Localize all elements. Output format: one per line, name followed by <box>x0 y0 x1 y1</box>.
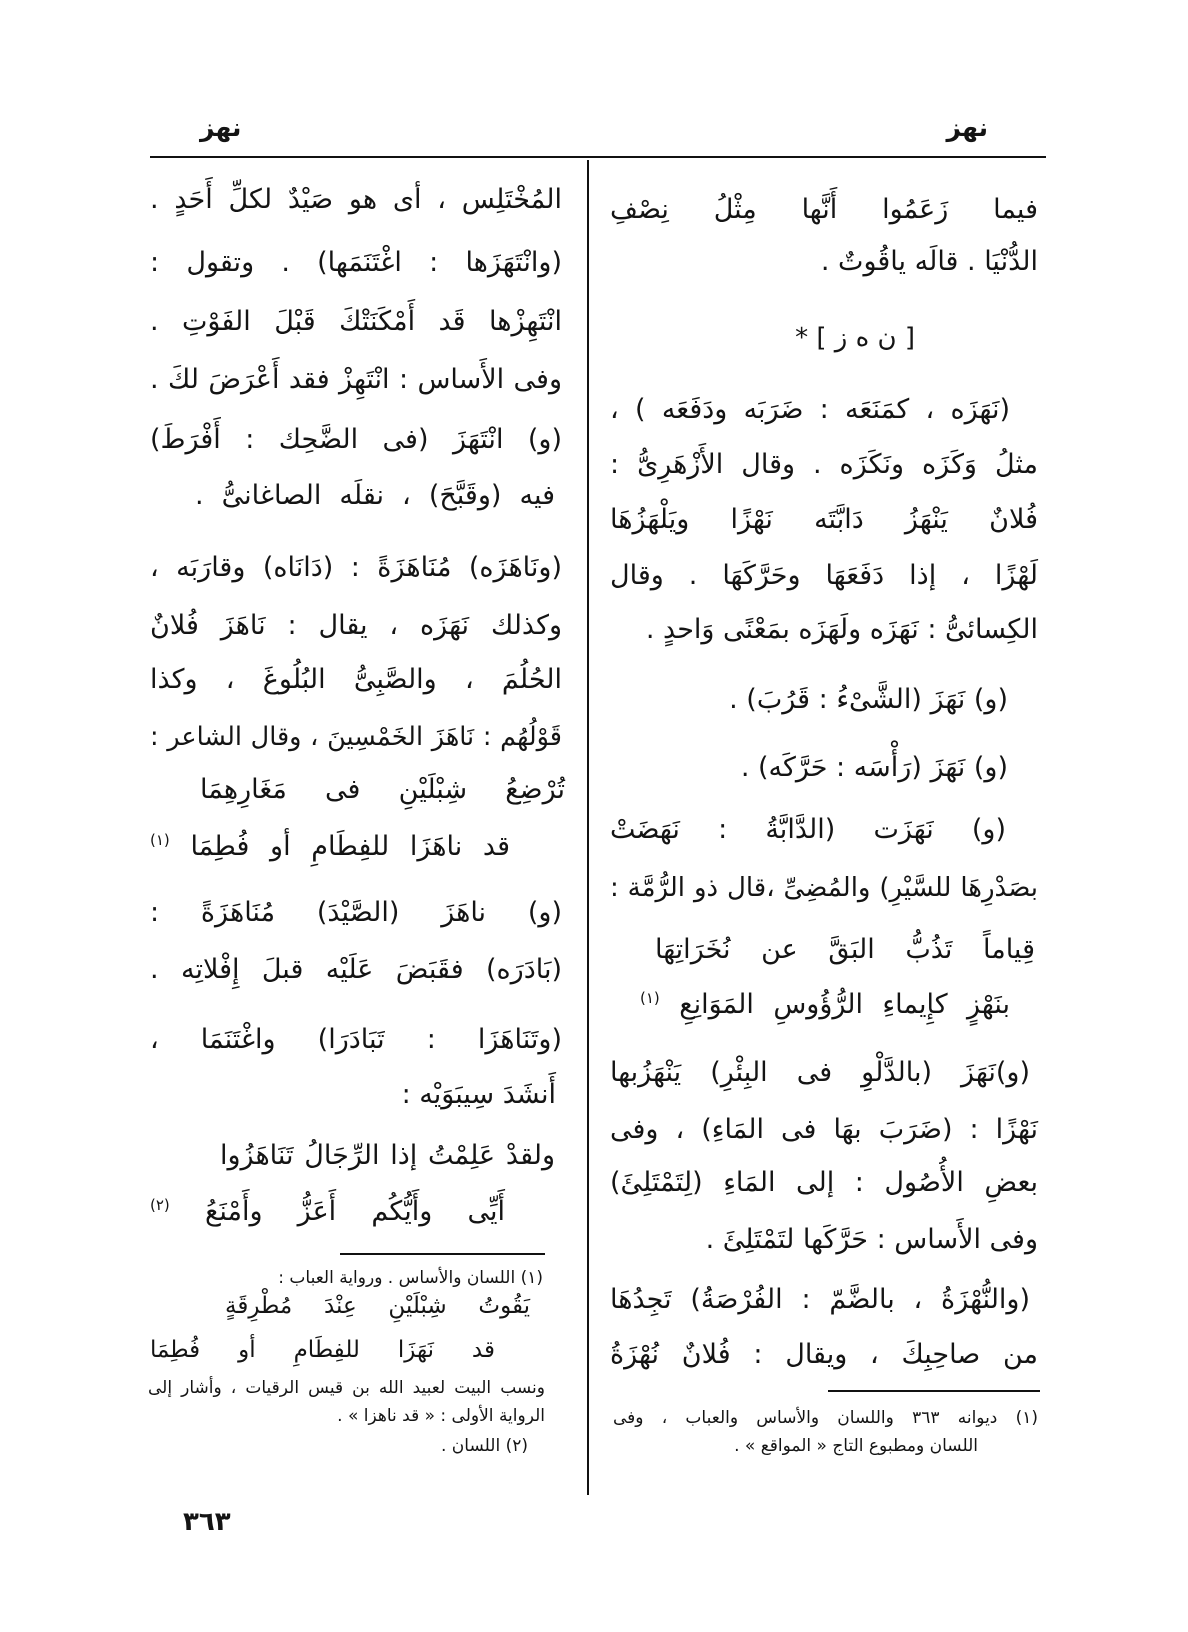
footnote-rule-right <box>828 1390 1040 1392</box>
verse-text: قد ناهَزَا للفِطَامِ أو فُطِمَا <box>190 831 510 862</box>
verse-hemistich <box>640 980 1010 1030</box>
entry-line: المُخْتَلِس ، أى هو صَيْدٌ لكلِّ أَحَدٍ . <box>150 184 562 215</box>
entry-line: فيما زَعَمُوا أَنَّها مِثْلُ نِصْفِ <box>610 194 1038 225</box>
entry-line: (و)نَهَزَ (بالدَّلْوِ فى البِئْرِ) يَنْهَزُبها <box>610 1057 1030 1088</box>
entry-line: (وانْتَهَزَها : اغْتَنَمَها) . وتقول : <box>150 247 562 278</box>
entry-line: الدُّنْيَا . قالَه ياقُوتٌ . <box>820 246 1038 277</box>
entry-line: قَوْلُهُم : نَاهَزَ الخَمْسِينَ ، وقال الشاعر : <box>150 722 562 752</box>
root-heading: [ ن ه ز ] * <box>795 323 915 353</box>
entry-line: وكذلك نَهَزَه ، يقال : نَاهَزَ فُلانٌ <box>150 610 562 641</box>
footnote-line: ونسب البيت لعبيد الله بن قيس الرقيات ، وأشار إلى <box>148 1378 545 1398</box>
entry-line: (و) نَهَزَت (الدَّابَّةُ : نَهَضَتْ <box>610 814 1006 845</box>
entry-line: فُلانٌ يَنْهَزُ دَابَّتَه نَهْزًا ويَلْهَزُهَا <box>610 504 1038 535</box>
column-divider <box>587 160 589 1495</box>
entry-line: (ونَاهَزَه) مُنَاهَزَةً : (دَانَاه) وقارَبَه ، <box>150 552 562 583</box>
verse-hemistich <box>150 1187 505 1237</box>
entry-line: (بَادَرَه) فقَبَضَ عَلَيْه قبلَ إِفْلاتِه . <box>150 954 562 985</box>
header-rule <box>150 156 1046 158</box>
footnote-line: (٢) اللسان . <box>441 1436 528 1456</box>
verse-hemistich: ولقدْ عَلِمْتُ إذا الرِّجَالُ تَنَاهَزُوا <box>220 1140 555 1171</box>
entry-line: (و) نَهَزَ (الشَّىْءُ : قَرُبَ) . <box>729 684 1008 715</box>
entry-line: (و) ناهَزَ (الصَّيْدَ) مُنَاهَزَةً : <box>150 897 562 928</box>
entry-line: أَنشَدَ سِيبَوَيْه : <box>401 1079 556 1110</box>
verse-hemistich: تُرْضِعُ شِبْلَيْنِ فى مَغَارِهِمَا <box>200 774 565 805</box>
entry-line: (نَهَزَه ، كمَنَعَه : ضَرَبَه ودَفَعَه ) ، <box>610 394 1010 425</box>
entry-line: فيه (وقَبَّحَ) ، نقلَه الصاغانىُّ . <box>195 480 555 511</box>
entry-line: (والنُّهْزَةُ ، بالضَّمّ : الفُرْصَةُ) تَجِدُهَا <box>610 1284 1030 1315</box>
footnote-verse: يَقُوتُ شِبْلَيْنِ عِنْدَ مُطْرِقَةٍ <box>225 1293 530 1319</box>
footnote-marker: (١) <box>640 989 660 1007</box>
footnote-line: اللسان ومطبوع التاج « المواقع » . <box>734 1436 978 1456</box>
verse-text: بنَهْزٍ كإِيماءِ الرُّؤُوسِ المَوَانِعِ <box>679 989 1010 1020</box>
verse-hemistich: قِياماً تَذُبُّ البَقَّ عن نُخَرَاتِهَا <box>655 934 1035 965</box>
entry-line: نَهْزًا : (ضَرَبَ بهَا فى المَاءِ) ، وفى <box>610 1114 1038 1145</box>
footnote-marker: (٢) <box>150 1196 170 1214</box>
entry-line: انْتَهِزْها قَد أَمْكَنَتْكَ قَبْلَ الفَوْتِ . <box>150 306 562 337</box>
entry-line: الكِسائىُّ : نَهَزَه ولَهَزَه بمَعْنًى وَاحدٍ . <box>645 614 1038 645</box>
entry-line: وفى الأَساس : حَرَّكَها لتَمْتَلِئَ . <box>705 1224 1038 1255</box>
verse-text: أَيِّى وأَيُّكُم أَعَزُّ وأَمْنَعُ <box>204 1196 505 1227</box>
footnote-verse: قد نَهَزَا للفِطَامِ أو فُطِمَا <box>150 1337 495 1363</box>
entry-line: (وتَنَاهَزَا : تَبَادَرَا) واغْتَنَمَا ، <box>150 1024 562 1055</box>
entry-line: من صاحِبِكَ ، ويقال : فُلانٌ نُهْزَةُ <box>610 1339 1038 1370</box>
entry-line: الحُلُمَ ، والصَّبِىُّ البُلُوغَ ، وكذا <box>150 664 562 695</box>
running-head-right: نهز <box>946 113 988 142</box>
entry-line: بصَدْرِهَا للسَّيْرِ) والمُضِىِّ ،قال ذو الرُّمَّة : <box>610 873 1038 903</box>
footnote-line: الرواية الأولى : « قد ناهزا » . <box>337 1406 545 1426</box>
verse-hemistich <box>150 822 510 872</box>
entry-line: بعضِ الأُصُول : إلى المَاءِ (لِتَمْتَلِئَ) <box>610 1167 1038 1198</box>
footnote-line: (١) اللسان والأساس . ورواية العباب : <box>278 1268 543 1288</box>
entry-line: (و) انْتَهَزَ (فى الضَّحِك : أَفْرَطَ) <box>150 424 562 455</box>
entry-line: لَهْزًا ، إذا دَفَعَهَا وحَرَّكَهَا . وقال <box>610 560 1038 591</box>
footnote-line: (١) ديوانه ٣٦٣ واللسان والأساس والعباب ، وفى <box>613 1408 1039 1428</box>
running-head-left: نهز <box>200 113 242 142</box>
page-number: ٣٦٣ <box>183 1507 231 1537</box>
footnote-marker: (١) <box>150 831 170 849</box>
footnote-rule-left <box>340 1253 545 1255</box>
entry-line: (و) نَهَزَ (رَأْسَه : حَرَّكَه) . <box>740 752 1008 783</box>
entry-line: مثلُ وَكَزَه ونَكَزَه . وقال الأَزْهَرِىُّ : <box>610 449 1038 480</box>
entry-line: وفى الأَساس : انْتَهِزْ فقد أَعْرَضَ لكَ . <box>150 364 562 395</box>
